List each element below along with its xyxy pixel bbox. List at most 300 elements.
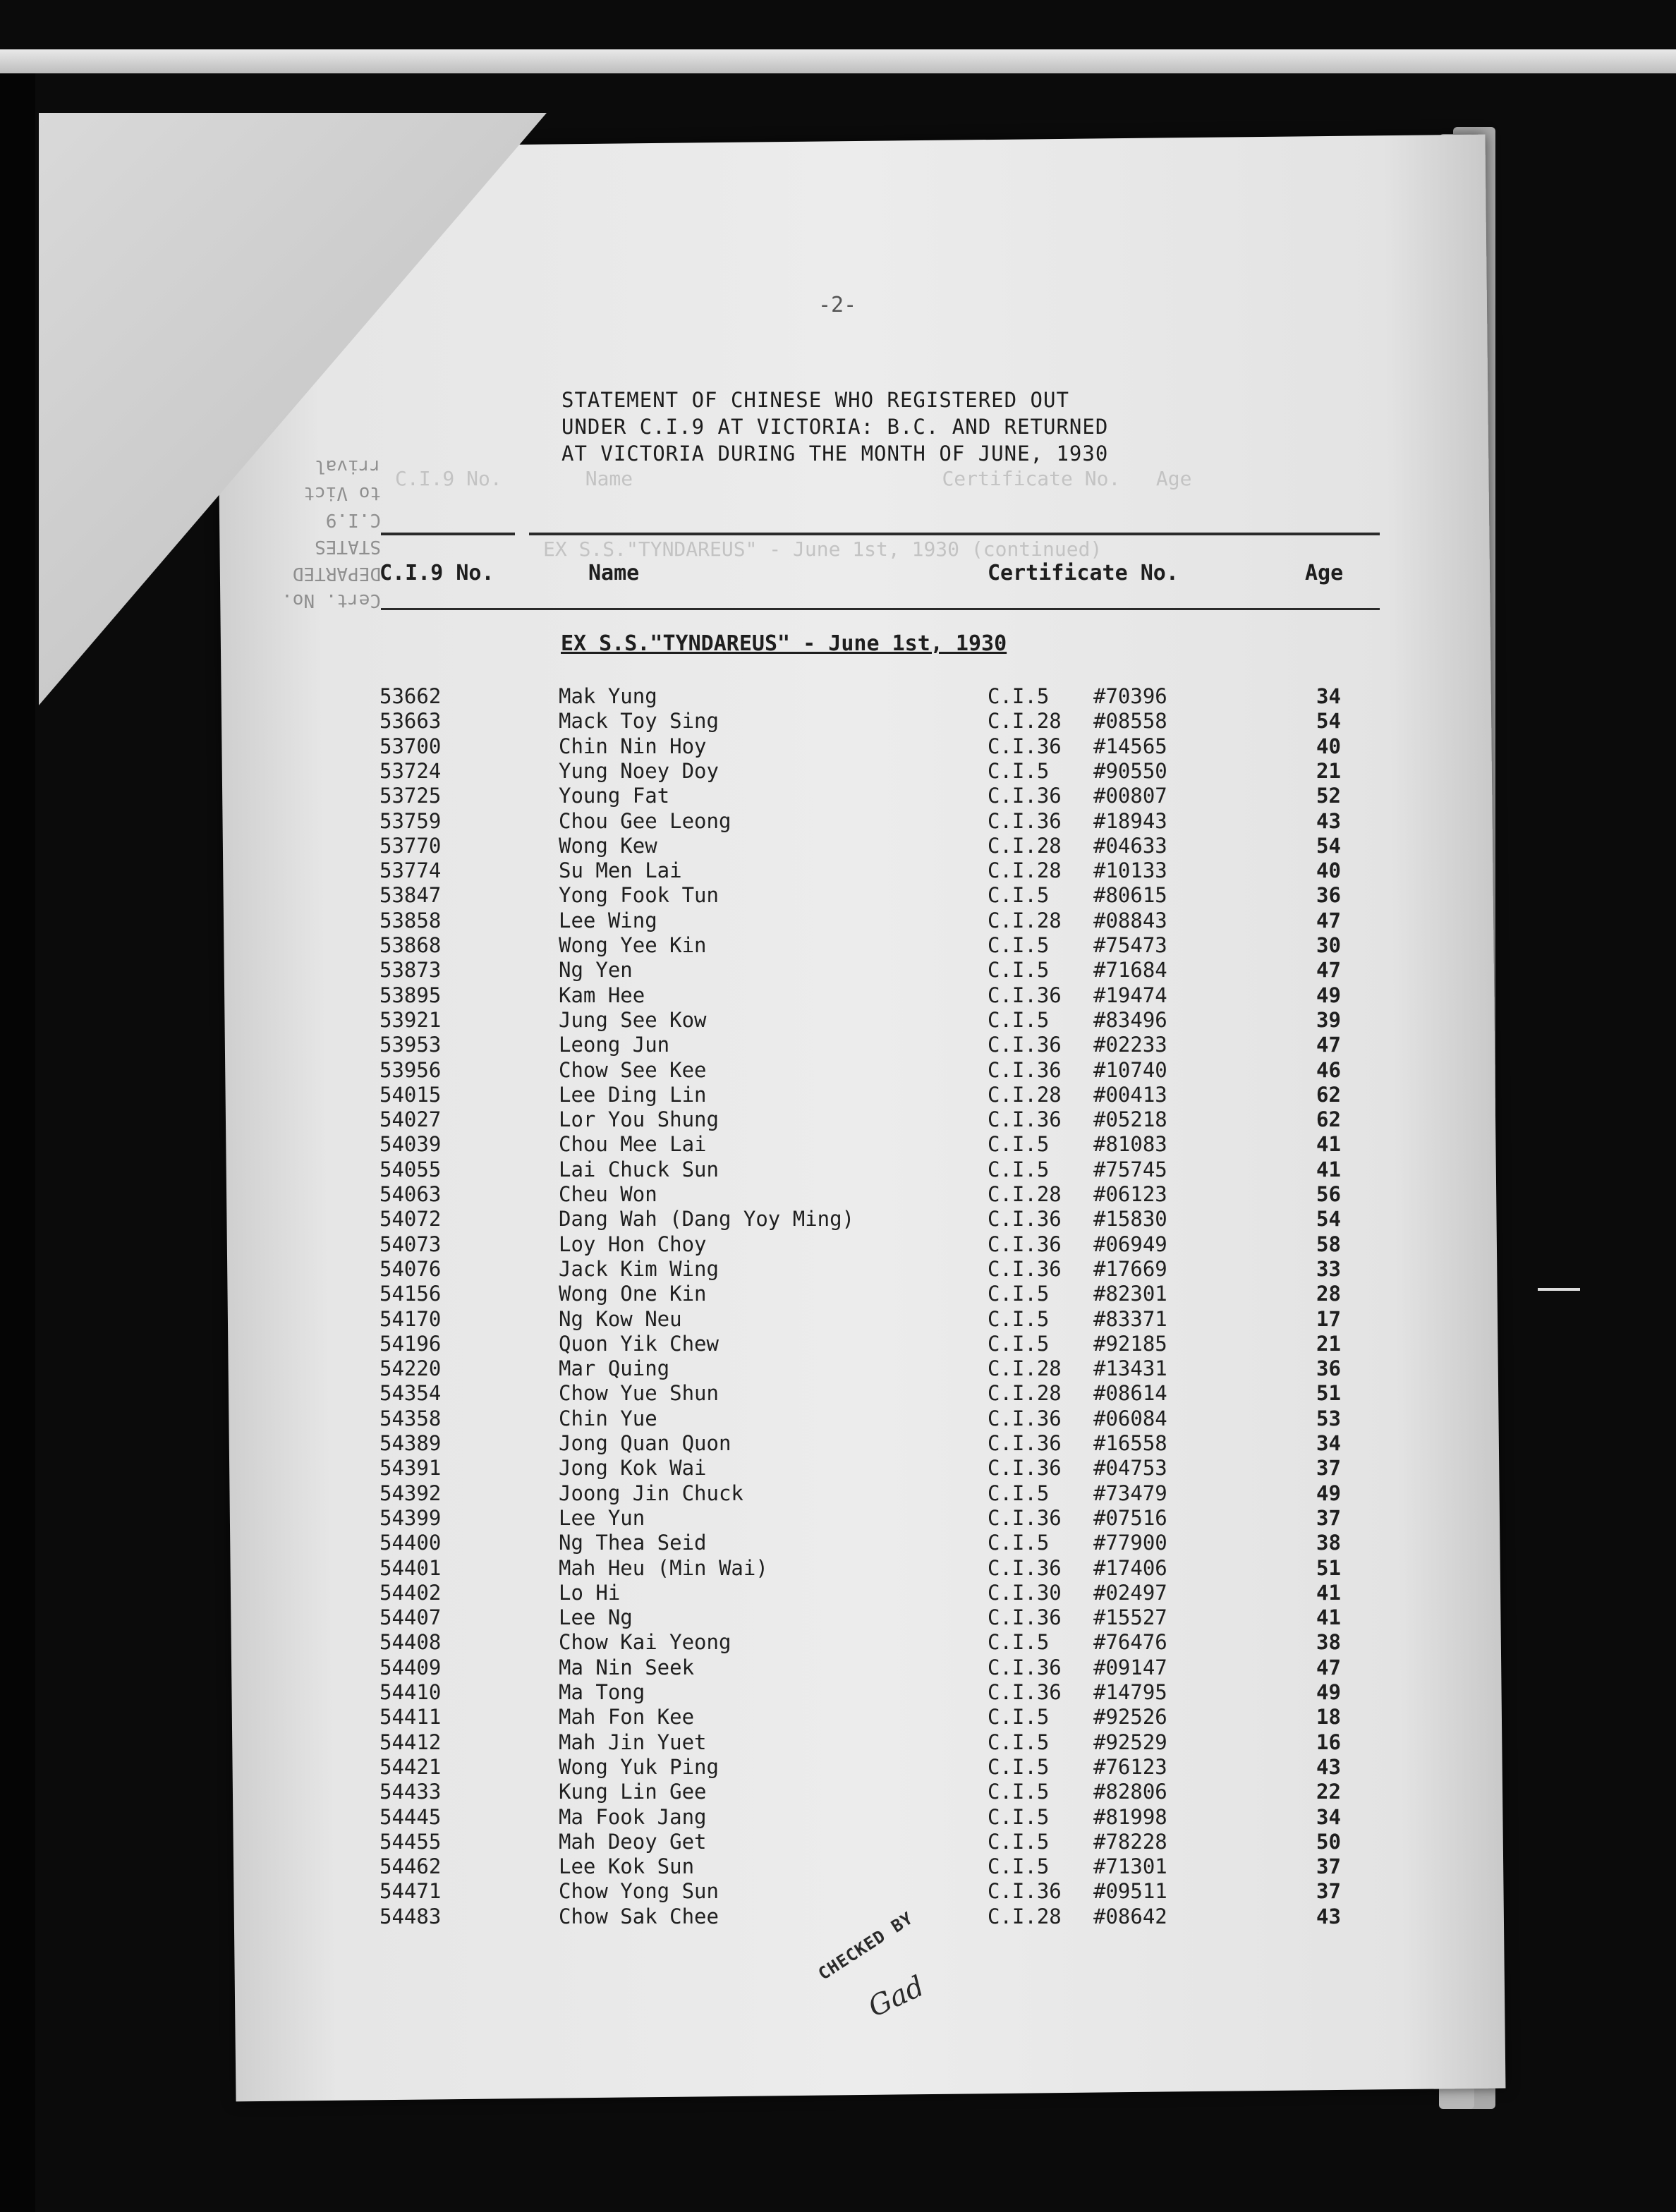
age: 41 bbox=[1316, 1132, 1341, 1156]
certificate-number bbox=[988, 1182, 1167, 1206]
ci9-number: 53663 bbox=[379, 709, 442, 733]
age: 54 bbox=[1316, 1207, 1341, 1231]
certificate-type: C.I.5 bbox=[988, 1157, 1050, 1181]
certificate-serial: #02497 bbox=[1093, 1581, 1167, 1605]
certificate-type: C.I.36 bbox=[988, 1207, 1062, 1231]
ci9-number: 54391 bbox=[379, 1456, 442, 1480]
certificate-type: C.I.28 bbox=[988, 1381, 1062, 1405]
person-name: Wong Kew bbox=[559, 834, 657, 858]
certificate-type: C.I.36 bbox=[988, 809, 1062, 833]
person-name: Yung Noey Doy bbox=[559, 759, 719, 783]
film-border bbox=[0, 73, 35, 2212]
age: 18 bbox=[1316, 1705, 1341, 1729]
ci9-number: 54392 bbox=[379, 1481, 442, 1505]
certificate-type: C.I.36 bbox=[988, 1406, 1062, 1430]
person-name: Joong Jin Chuck bbox=[559, 1481, 743, 1505]
age: 37 bbox=[1316, 1879, 1341, 1903]
ci9-number: 53895 bbox=[379, 983, 442, 1007]
certificate-number bbox=[988, 1257, 1167, 1281]
certificate-type: C.I.5 bbox=[988, 1705, 1050, 1729]
certificate-number bbox=[988, 1132, 1167, 1156]
person-name: Lee Kok Sun bbox=[559, 1854, 695, 1878]
person-name: Chou Mee Lai bbox=[559, 1132, 707, 1156]
age: 53 bbox=[1316, 1406, 1341, 1430]
certificate-serial: #82806 bbox=[1093, 1780, 1167, 1804]
certificate-number bbox=[988, 759, 1167, 783]
certificate-serial: #08843 bbox=[1093, 909, 1167, 932]
certificate-number bbox=[988, 1107, 1167, 1131]
certificate-serial: #02233 bbox=[1093, 1033, 1167, 1057]
ci9-number: 53858 bbox=[379, 909, 442, 932]
title-line: STATEMENT OF CHINESE WHO REGISTERED OUT bbox=[561, 388, 1069, 412]
person-name: Chow See Kee bbox=[559, 1058, 707, 1082]
column-header-certificate: Certificate No. bbox=[988, 561, 1179, 585]
person-name: Wong One Kin bbox=[559, 1282, 707, 1306]
age: 30 bbox=[1316, 933, 1341, 957]
certificate-serial: #76123 bbox=[1093, 1755, 1167, 1779]
certificate-type: C.I.5 bbox=[988, 684, 1050, 708]
certificate-type: C.I.36 bbox=[988, 1107, 1062, 1131]
person-name: Lee Wing bbox=[559, 909, 657, 932]
ci9-number: 54196 bbox=[379, 1332, 442, 1356]
certificate-type: C.I.5 bbox=[988, 1805, 1050, 1829]
age: 62 bbox=[1316, 1107, 1341, 1131]
person-name: Mah Heu (Min Wai) bbox=[559, 1556, 768, 1580]
age: 43 bbox=[1316, 1755, 1341, 1779]
certificate-type: C.I.36 bbox=[988, 1456, 1062, 1480]
certificate-type: C.I.5 bbox=[988, 1630, 1050, 1654]
certificate-type: C.I.5 bbox=[988, 1755, 1050, 1779]
checked-by-stamp: CHECKED BY bbox=[814, 1908, 917, 1984]
ci9-number: 53956 bbox=[379, 1058, 442, 1082]
certificate-serial: #09147 bbox=[1093, 1655, 1167, 1679]
certificate-serial: #75473 bbox=[1093, 933, 1167, 957]
ci9-number: 54076 bbox=[379, 1257, 442, 1281]
certificate-type: C.I.28 bbox=[988, 1083, 1062, 1107]
age: 43 bbox=[1316, 1904, 1341, 1928]
certificate-type: C.I.5 bbox=[988, 1830, 1050, 1854]
age: 17 bbox=[1316, 1307, 1341, 1331]
ci9-number: 53873 bbox=[379, 958, 442, 982]
certificate-type: C.I.36 bbox=[988, 1506, 1062, 1530]
age: 36 bbox=[1316, 1356, 1341, 1380]
person-name: Mak Yung bbox=[559, 684, 657, 708]
column-header-name: Name bbox=[588, 561, 640, 585]
certificate-serial: #92526 bbox=[1093, 1705, 1167, 1729]
certificate-serial: #06084 bbox=[1093, 1406, 1167, 1430]
certificate-type: C.I.5 bbox=[988, 1531, 1050, 1555]
age: 37 bbox=[1316, 1854, 1341, 1878]
person-name: Mack Toy Sing bbox=[559, 709, 719, 733]
certificate-number bbox=[988, 1556, 1167, 1580]
person-name: Leong Jun bbox=[559, 1033, 670, 1057]
certificate-number bbox=[988, 1630, 1167, 1654]
certificate-number bbox=[988, 1581, 1167, 1605]
certificate-type: C.I.28 bbox=[988, 709, 1062, 733]
certificate-type: C.I.36 bbox=[988, 1033, 1062, 1057]
certificate-number bbox=[988, 1705, 1167, 1729]
certificate-type: C.I.5 bbox=[988, 1008, 1050, 1032]
person-name: Mah Jin Yuet bbox=[559, 1730, 707, 1754]
person-name: Ma Nin Seek bbox=[559, 1655, 695, 1679]
certificate-type: C.I.36 bbox=[988, 1680, 1062, 1704]
ci9-number: 53953 bbox=[379, 1033, 442, 1057]
ci9-number: 54400 bbox=[379, 1531, 442, 1555]
header-rule bbox=[381, 608, 1380, 610]
certificate-number bbox=[988, 1904, 1167, 1928]
certificate-type: C.I.5 bbox=[988, 1132, 1050, 1156]
age: 62 bbox=[1316, 1083, 1341, 1107]
bleed-through-subheading: EX S.S."TYNDAREUS" - June 1st, 1930 (continued) bbox=[543, 537, 1103, 561]
ship-subheading: EX S.S."TYNDAREUS" - June 1st, 1930 bbox=[561, 631, 1007, 656]
certificate-number bbox=[988, 1481, 1167, 1505]
corner-sheet-text: Cert. No. DEPARTED STATES C.I.9 to Vict rrival bbox=[281, 456, 381, 611]
age: 49 bbox=[1316, 1481, 1341, 1505]
certificate-number bbox=[988, 1157, 1167, 1181]
ci9-number: 54471 bbox=[379, 1879, 442, 1903]
ci9-number: 54412 bbox=[379, 1730, 442, 1754]
person-name: Chow Sak Chee bbox=[559, 1904, 719, 1928]
age: 47 bbox=[1316, 909, 1341, 932]
person-name: Lee Ding Lin bbox=[559, 1083, 707, 1107]
age: 37 bbox=[1316, 1456, 1341, 1480]
certificate-number bbox=[988, 1506, 1167, 1530]
age: 34 bbox=[1316, 1431, 1341, 1455]
ci9-number: 54408 bbox=[379, 1630, 442, 1654]
age: 58 bbox=[1316, 1232, 1341, 1256]
person-name: Ng Thea Seid bbox=[559, 1531, 707, 1555]
age: 41 bbox=[1316, 1605, 1341, 1629]
age: 16 bbox=[1316, 1730, 1341, 1754]
title-line: AT VICTORIA DURING THE MONTH OF JUNE, 1930 bbox=[561, 442, 1109, 466]
certificate-serial: #19474 bbox=[1093, 983, 1167, 1007]
person-name: Chow Yue Shun bbox=[559, 1381, 719, 1405]
certificate-type: C.I.5 bbox=[988, 1282, 1050, 1306]
page-number: -2- bbox=[818, 293, 857, 317]
ci9-number: 54402 bbox=[379, 1581, 442, 1605]
person-name: Wong Yuk Ping bbox=[559, 1755, 719, 1779]
ci9-number: 54389 bbox=[379, 1431, 442, 1455]
age: 34 bbox=[1316, 684, 1341, 708]
certificate-serial: #16558 bbox=[1093, 1431, 1167, 1455]
ci9-number: 54072 bbox=[379, 1207, 442, 1231]
certificate-type: C.I.5 bbox=[988, 759, 1050, 783]
person-name: Mah Deoy Get bbox=[559, 1830, 707, 1854]
person-name: Mah Fon Kee bbox=[559, 1705, 695, 1729]
person-name: Lee Ng bbox=[559, 1605, 633, 1629]
certificate-number bbox=[988, 1730, 1167, 1754]
certificate-number bbox=[988, 1232, 1167, 1256]
certificate-type: C.I.5 bbox=[988, 1730, 1050, 1754]
certificate-serial: #82301 bbox=[1093, 1282, 1167, 1306]
person-name: Jung See Kow bbox=[559, 1008, 707, 1032]
person-name: Ma Tong bbox=[559, 1680, 645, 1704]
document-title bbox=[561, 387, 1108, 467]
certificate-type: C.I.36 bbox=[988, 1431, 1062, 1455]
person-name: Young Fat bbox=[559, 784, 670, 808]
age: 34 bbox=[1316, 1805, 1341, 1829]
certificate-serial: #15527 bbox=[1093, 1605, 1167, 1629]
ci9-number: 53774 bbox=[379, 858, 442, 882]
certificate-serial: #13431 bbox=[1093, 1356, 1167, 1380]
ci9-number: 53868 bbox=[379, 933, 442, 957]
ci9-number: 54354 bbox=[379, 1381, 442, 1405]
certificate-serial: #06123 bbox=[1093, 1182, 1167, 1206]
certificate-serial: #08614 bbox=[1093, 1381, 1167, 1405]
age: 40 bbox=[1316, 858, 1341, 882]
person-name: Lo Hi bbox=[559, 1581, 621, 1605]
person-name: Lor You Shung bbox=[559, 1107, 719, 1131]
certificate-number bbox=[988, 1879, 1167, 1903]
person-name: Jong Quan Quon bbox=[559, 1431, 731, 1455]
ci9-number: 54170 bbox=[379, 1307, 442, 1331]
age: 39 bbox=[1316, 1008, 1341, 1032]
person-name: Chow Kai Yeong bbox=[559, 1630, 731, 1654]
certificate-serial: #92185 bbox=[1093, 1332, 1167, 1356]
paper-curl bbox=[1538, 1288, 1580, 1291]
column-header-age: Age bbox=[1305, 561, 1344, 585]
certificate-number bbox=[988, 883, 1167, 907]
certificate-type: C.I.5 bbox=[988, 1332, 1050, 1356]
certificate-serial: #70396 bbox=[1093, 684, 1167, 708]
certificate-serial: #04633 bbox=[1093, 834, 1167, 858]
ci9-number: 54409 bbox=[379, 1655, 442, 1679]
certificate-type: C.I.36 bbox=[988, 1058, 1062, 1082]
age: 47 bbox=[1316, 1033, 1341, 1057]
ci9-number: 54039 bbox=[379, 1132, 442, 1156]
person-name: Cheu Won bbox=[559, 1182, 657, 1206]
age: 46 bbox=[1316, 1058, 1341, 1082]
certificate-type: C.I.36 bbox=[988, 1232, 1062, 1256]
certificate-number bbox=[988, 1830, 1167, 1854]
certificate-type: C.I.36 bbox=[988, 1556, 1062, 1580]
age: 49 bbox=[1316, 983, 1341, 1007]
certificate-type: C.I.5 bbox=[988, 1307, 1050, 1331]
ci9-number: 54401 bbox=[379, 1556, 442, 1580]
certificate-number bbox=[988, 1332, 1167, 1356]
ci9-number: 53724 bbox=[379, 759, 442, 783]
certificate-type: C.I.36 bbox=[988, 1257, 1062, 1281]
ci9-number: 54445 bbox=[379, 1805, 442, 1829]
certificate-serial: #78228 bbox=[1093, 1830, 1167, 1854]
certificate-serial: #14565 bbox=[1093, 734, 1167, 758]
certificate-serial: #75745 bbox=[1093, 1157, 1167, 1181]
certificate-serial: #10740 bbox=[1093, 1058, 1167, 1082]
ci9-number: 53770 bbox=[379, 834, 442, 858]
person-name: Yong Fook Tun bbox=[559, 883, 719, 907]
certificate-type: C.I.36 bbox=[988, 983, 1062, 1007]
ci9-number: 54063 bbox=[379, 1182, 442, 1206]
certificate-number bbox=[988, 1680, 1167, 1704]
certificate-number bbox=[988, 1083, 1167, 1107]
certificate-serial: #18943 bbox=[1093, 809, 1167, 833]
certificate-number bbox=[988, 1282, 1167, 1306]
certificate-type: C.I.5 bbox=[988, 1481, 1050, 1505]
person-name: Jong Kok Wai bbox=[559, 1456, 707, 1480]
signature: Gad bbox=[863, 1969, 930, 2024]
certificate-number bbox=[988, 958, 1167, 982]
ci9-number: 54358 bbox=[379, 1406, 442, 1430]
certificate-serial: #08558 bbox=[1093, 709, 1167, 733]
certificate-number bbox=[988, 1854, 1167, 1878]
certificate-number bbox=[988, 1207, 1167, 1231]
certificate-number bbox=[988, 1058, 1167, 1082]
certificate-serial: #04753 bbox=[1093, 1456, 1167, 1480]
certificate-serial: #09511 bbox=[1093, 1879, 1167, 1903]
age: 54 bbox=[1316, 709, 1341, 733]
person-name: Chou Gee Leong bbox=[559, 809, 731, 833]
age: 51 bbox=[1316, 1381, 1341, 1405]
certificate-serial: #17406 bbox=[1093, 1556, 1167, 1580]
certificate-serial: #77900 bbox=[1093, 1531, 1167, 1555]
certificate-serial: #73479 bbox=[1093, 1481, 1167, 1505]
certificate-number bbox=[988, 1033, 1167, 1057]
ci9-number: 54411 bbox=[379, 1705, 442, 1729]
certificate-type: C.I.5 bbox=[988, 1854, 1050, 1878]
ci9-number: 54462 bbox=[379, 1854, 442, 1878]
certificate-serial: #10133 bbox=[1093, 858, 1167, 882]
certificate-number bbox=[988, 1356, 1167, 1380]
age: 38 bbox=[1316, 1630, 1341, 1654]
person-name: Chow Yong Sun bbox=[559, 1879, 719, 1903]
certificate-type: C.I.36 bbox=[988, 1605, 1062, 1629]
header-rule bbox=[529, 533, 1380, 535]
ci9-number: 54455 bbox=[379, 1830, 442, 1854]
person-name: Jack Kim Wing bbox=[559, 1257, 719, 1281]
certificate-number bbox=[988, 1605, 1167, 1629]
certificate-type: C.I.36 bbox=[988, 1655, 1062, 1679]
certificate-number bbox=[988, 1655, 1167, 1679]
person-name: Ng Yen bbox=[559, 958, 633, 982]
certificate-serial: #80615 bbox=[1093, 883, 1167, 907]
certificate-number bbox=[988, 1755, 1167, 1779]
certificate-number bbox=[988, 1531, 1167, 1555]
certificate-type: C.I.5 bbox=[988, 933, 1050, 957]
age: 49 bbox=[1316, 1680, 1341, 1704]
certificate-serial: #14795 bbox=[1093, 1680, 1167, 1704]
certificate-serial: #05218 bbox=[1093, 1107, 1167, 1131]
person-name: Chin Yue bbox=[559, 1406, 657, 1430]
certificate-number bbox=[988, 1008, 1167, 1032]
age: 51 bbox=[1316, 1556, 1341, 1580]
certificate-type: C.I.5 bbox=[988, 958, 1050, 982]
certificate-serial: #83496 bbox=[1093, 1008, 1167, 1032]
certificate-serial: #07516 bbox=[1093, 1506, 1167, 1530]
certificate-number bbox=[988, 784, 1167, 808]
person-name: Kung Lin Gee bbox=[559, 1780, 707, 1804]
certificate-serial: #00413 bbox=[1093, 1083, 1167, 1107]
ci9-number: 54399 bbox=[379, 1506, 442, 1530]
ci9-number: 54483 bbox=[379, 1904, 442, 1928]
certificate-type: C.I.36 bbox=[988, 734, 1062, 758]
age: 43 bbox=[1316, 809, 1341, 833]
certificate-serial: #71301 bbox=[1093, 1854, 1167, 1878]
certificate-number bbox=[988, 709, 1167, 733]
certificate-number bbox=[988, 933, 1167, 957]
ci9-number: 54220 bbox=[379, 1356, 442, 1380]
ci9-number: 54055 bbox=[379, 1157, 442, 1181]
certificate-number bbox=[988, 858, 1167, 882]
bleed-through-header: C.I.9 No. Name Certificate No. Age bbox=[395, 467, 1192, 490]
age: 50 bbox=[1316, 1830, 1341, 1854]
age: 47 bbox=[1316, 1655, 1341, 1679]
certificate-number bbox=[988, 1805, 1167, 1829]
age: 47 bbox=[1316, 958, 1341, 982]
ci9-number: 53921 bbox=[379, 1008, 442, 1032]
certificate-number bbox=[988, 1307, 1167, 1331]
certificate-type: C.I.28 bbox=[988, 858, 1062, 882]
person-name: Loy Hon Choy bbox=[559, 1232, 707, 1256]
certificate-type: C.I.5 bbox=[988, 1780, 1050, 1804]
certificate-type: C.I.36 bbox=[988, 1879, 1062, 1903]
certificate-type: C.I.28 bbox=[988, 1356, 1062, 1380]
certificate-serial: #92529 bbox=[1093, 1730, 1167, 1754]
ci9-number: 54433 bbox=[379, 1780, 442, 1804]
header-rule bbox=[381, 533, 515, 535]
certificate-type: C.I.28 bbox=[988, 834, 1062, 858]
person-name: Quon Yik Chew bbox=[559, 1332, 719, 1356]
age: 21 bbox=[1316, 759, 1341, 783]
ci9-number: 53847 bbox=[379, 883, 442, 907]
person-name: Su Men Lai bbox=[559, 858, 682, 882]
certificate-number bbox=[988, 1406, 1167, 1430]
ci9-number: 54421 bbox=[379, 1755, 442, 1779]
certificate-serial: #08642 bbox=[1093, 1904, 1167, 1928]
certificate-number bbox=[988, 1780, 1167, 1804]
ci9-number: 53759 bbox=[379, 809, 442, 833]
certificate-type: C.I.28 bbox=[988, 1904, 1062, 1928]
age: 36 bbox=[1316, 883, 1341, 907]
certificate-serial: #15830 bbox=[1093, 1207, 1167, 1231]
title-line: UNDER C.I.9 AT VICTORIA: B.C. AND RETURNED bbox=[561, 415, 1109, 439]
certificate-type: C.I.28 bbox=[988, 909, 1062, 932]
column-header-no: C.I.9 No. bbox=[379, 561, 494, 585]
person-name: Ng Kow Neu bbox=[559, 1307, 682, 1331]
person-name: Chin Nin Hoy bbox=[559, 734, 707, 758]
ci9-number: 54073 bbox=[379, 1232, 442, 1256]
ci9-number: 53725 bbox=[379, 784, 442, 808]
ci9-number: 53662 bbox=[379, 684, 442, 708]
certificate-serial: #71684 bbox=[1093, 958, 1167, 982]
ci9-number: 54156 bbox=[379, 1282, 442, 1306]
certificate-number bbox=[988, 1456, 1167, 1480]
certificate-number bbox=[988, 834, 1167, 858]
ci9-number: 53700 bbox=[379, 734, 442, 758]
age: 28 bbox=[1316, 1282, 1341, 1306]
certificate-type: C.I.36 bbox=[988, 784, 1062, 808]
certificate-number bbox=[988, 1381, 1167, 1405]
ci9-number: 54027 bbox=[379, 1107, 442, 1131]
age: 33 bbox=[1316, 1257, 1341, 1281]
age: 40 bbox=[1316, 734, 1341, 758]
person-name: Lee Yun bbox=[559, 1506, 645, 1530]
certificate-serial: #83371 bbox=[1093, 1307, 1167, 1331]
age: 37 bbox=[1316, 1506, 1341, 1530]
person-name: Kam Hee bbox=[559, 983, 645, 1007]
certificate-serial: #06949 bbox=[1093, 1232, 1167, 1256]
person-name: Mar Quing bbox=[559, 1356, 670, 1380]
certificate-number bbox=[988, 809, 1167, 833]
age: 22 bbox=[1316, 1780, 1341, 1804]
person-name: Wong Yee Kin bbox=[559, 933, 707, 957]
certificate-type: C.I.30 bbox=[988, 1581, 1062, 1605]
age: 38 bbox=[1316, 1531, 1341, 1555]
certificate-serial: #81083 bbox=[1093, 1132, 1167, 1156]
certificate-serial: #00807 bbox=[1093, 784, 1167, 808]
certificate-serial: #90550 bbox=[1093, 759, 1167, 783]
certificate-number bbox=[988, 684, 1167, 708]
age: 21 bbox=[1316, 1332, 1341, 1356]
